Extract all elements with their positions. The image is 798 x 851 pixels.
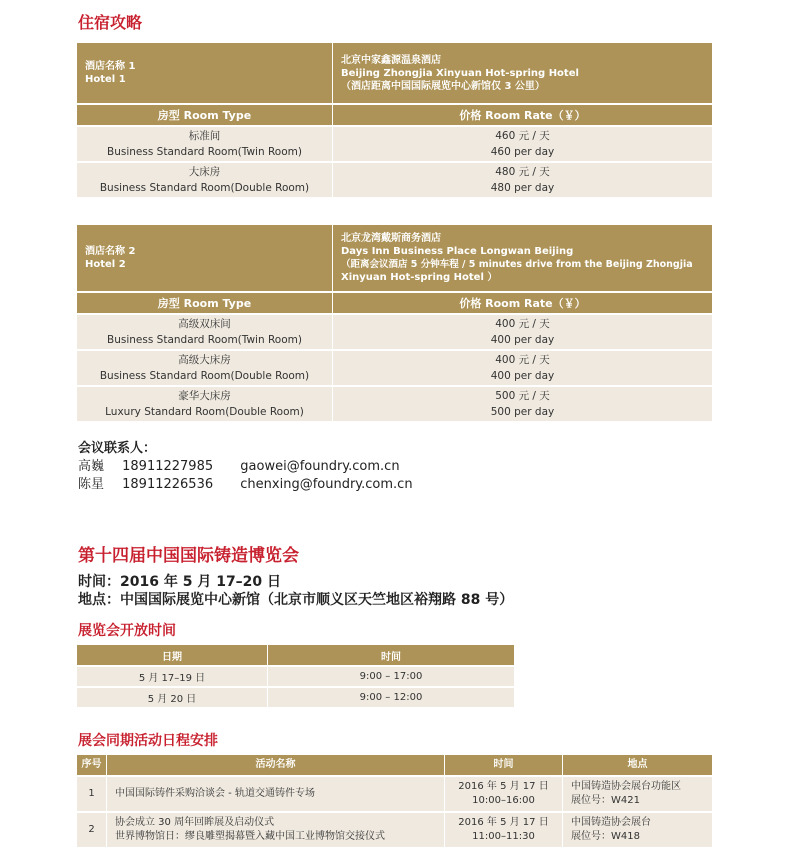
contacts-label: 会议联系人： bbox=[78, 441, 157, 456]
expo-time: 时间：2016 年 5 月 17–20 日 bbox=[78, 574, 282, 590]
hours-row bbox=[77, 688, 514, 709]
room-rate-cn: 460 元 / 天 bbox=[495, 130, 550, 142]
room-type-cn: 豪华大床房 bbox=[178, 390, 231, 402]
schedule-time bbox=[445, 777, 563, 813]
hotel-2-column-headers bbox=[77, 293, 712, 315]
room-type-cell bbox=[77, 387, 333, 423]
room-type-en: Business Standard Room(Double Room) bbox=[99, 182, 310, 194]
schedule-booth: 展位号：W418 bbox=[571, 831, 640, 842]
hotel-2-table bbox=[77, 225, 712, 423]
schedule-row bbox=[77, 813, 712, 849]
room-rate-cell bbox=[333, 315, 712, 351]
schedule-title: 展会同期活动日程安排 bbox=[78, 733, 218, 749]
hotel-1-column-headers bbox=[77, 105, 712, 127]
room-row bbox=[77, 387, 712, 423]
hotel-2-note-cont: Xinyuan Hot-spring Hotel ） bbox=[341, 272, 498, 283]
contact-name: 高巍 bbox=[78, 459, 105, 474]
schedule-no: 1 bbox=[77, 777, 107, 813]
schedule-name-line: 世界博物馆日：缪良雕塑揭幕暨入藏中国工业博物馆交接仪式 bbox=[115, 831, 385, 842]
contact-phone: 18911227985 bbox=[122, 459, 214, 474]
hours-row bbox=[77, 667, 514, 688]
room-rate-cn: 500 元 / 天 bbox=[495, 390, 550, 402]
schedule-name-line: 中国国际铸件采购洽谈会 - 轨道交通铸件专场 bbox=[115, 788, 315, 799]
room-rate-en: 480 per day bbox=[490, 182, 555, 194]
schedule-header-row bbox=[77, 755, 712, 777]
room-rate-cell bbox=[333, 163, 712, 199]
room-rate-en: 460 per day bbox=[490, 146, 555, 158]
schedule-no-header: 序号 bbox=[77, 755, 107, 777]
room-rate-cn: 400 元 / 天 bbox=[495, 318, 550, 330]
room-row bbox=[77, 315, 712, 351]
room-type-en: Business Standard Room(Double Room) bbox=[99, 370, 310, 382]
schedule-booth: 展位号：W421 bbox=[571, 795, 640, 806]
schedule-table bbox=[77, 755, 712, 849]
room-rate-en: 400 per day bbox=[490, 370, 555, 382]
hotel-2-header-row bbox=[77, 225, 712, 293]
room-type-header: 房型 Room Type bbox=[77, 293, 333, 315]
room-row bbox=[77, 351, 712, 387]
schedule-row bbox=[77, 777, 712, 813]
room-type-header: 房型 Room Type bbox=[77, 105, 333, 127]
room-rate-cell bbox=[333, 351, 712, 387]
room-type-en: Business Standard Room(Twin Room) bbox=[107, 334, 302, 346]
hours-time: 9:00 – 17:00 bbox=[268, 667, 514, 688]
hotel-1-label-cell bbox=[77, 43, 333, 105]
hotel-1-label-cn: 酒店名称 1 bbox=[85, 61, 136, 72]
schedule-place bbox=[563, 777, 712, 813]
hours-date-header: 日期 bbox=[77, 645, 268, 667]
contact-name: 陈星 bbox=[78, 477, 105, 492]
room-type-en: Business Standard Room(Twin Room) bbox=[107, 146, 302, 158]
schedule-name bbox=[107, 777, 445, 813]
schedule-time-header: 时间 bbox=[445, 755, 563, 777]
contact-email[interactable]: gaowei@foundry.com.cn bbox=[240, 459, 400, 474]
room-type-cn: 标准间 bbox=[188, 130, 221, 142]
room-rate-cell bbox=[333, 127, 712, 163]
room-rate-en: 400 per day bbox=[490, 334, 555, 346]
room-type-cn: 高级双床间 bbox=[178, 318, 231, 330]
accommodation-title: 住宿攻略 bbox=[78, 13, 143, 32]
opening-hours-table bbox=[77, 645, 514, 709]
schedule-hours: 11:00–11:30 bbox=[472, 831, 535, 842]
hotel-1-name-cell bbox=[333, 43, 712, 105]
room-type-cn: 高级大床房 bbox=[178, 354, 231, 366]
hotel-1-label-en: Hotel 1 bbox=[85, 74, 126, 85]
schedule-name bbox=[107, 813, 445, 849]
expo-title: 第十四届中国国际铸造博览会 bbox=[78, 546, 299, 566]
hotel-2-label-en: Hotel 2 bbox=[85, 259, 126, 270]
contact-row bbox=[78, 458, 413, 476]
room-type-cell bbox=[77, 351, 333, 387]
schedule-name-line: 协会成立 30 周年回眸展及启动仪式 bbox=[115, 817, 275, 828]
schedule-time bbox=[445, 813, 563, 849]
expo-location: 地点：中国国际展览中心新馆（北京市顺义区天竺地区裕翔路 88 号） bbox=[78, 592, 514, 608]
schedule-name-header: 活动名称 bbox=[107, 755, 445, 777]
room-rate-cell bbox=[333, 387, 712, 423]
contact-email[interactable]: chenxing@foundry.com.cn bbox=[240, 477, 413, 492]
room-rate-cn: 400 元 / 天 bbox=[495, 354, 550, 366]
hours-date: 5 月 20 日 bbox=[77, 688, 268, 709]
contact-row bbox=[78, 476, 413, 494]
hours-header-row bbox=[77, 645, 514, 667]
hours-date: 5 月 17–19 日 bbox=[77, 667, 268, 688]
hotel-1-name-cn: 北京中家鑫源温泉酒店 bbox=[341, 54, 441, 66]
schedule-hours: 10:00–16:00 bbox=[472, 795, 535, 806]
schedule-date: 2016 年 5 月 17 日 bbox=[458, 817, 549, 828]
opening-hours-title: 展览会开放时间 bbox=[78, 623, 176, 639]
room-row bbox=[77, 163, 712, 199]
contacts-section bbox=[78, 440, 413, 494]
room-type-cell bbox=[77, 163, 333, 199]
hours-time: 9:00 – 12:00 bbox=[268, 688, 514, 709]
schedule-venue: 中国铸造协会展台功能区 bbox=[571, 781, 681, 792]
hotel-2-name-cell bbox=[333, 225, 712, 293]
hotel-1-header-row bbox=[77, 43, 712, 105]
schedule-place bbox=[563, 813, 712, 849]
schedule-venue: 中国铸造协会展台 bbox=[571, 817, 651, 828]
room-rate-en: 500 per day bbox=[490, 406, 555, 418]
room-rate-cn: 480 元 / 天 bbox=[495, 166, 550, 178]
room-type-cell bbox=[77, 315, 333, 351]
schedule-place-header: 地点 bbox=[563, 755, 712, 777]
hours-time-header: 时间 bbox=[268, 645, 514, 667]
hotel-2-note: （距离会议酒店 5 分钟车程 / 5 minutes drive from the Beijing Zhongjia bbox=[341, 259, 693, 270]
room-type-en: Luxury Standard Room(Double Room) bbox=[105, 406, 304, 418]
hotel-2-label-cell bbox=[77, 225, 333, 293]
room-rate-header: 价格 Room Rate（￥） bbox=[333, 105, 712, 127]
hotel-1-note: （酒店距离中国国际展览中心新馆仅 3 公里） bbox=[341, 80, 545, 92]
room-type-cell bbox=[77, 127, 333, 163]
room-row bbox=[77, 127, 712, 163]
hotel-1-name-en: Beijing Zhongjia Xinyuan Hot-spring Hotel bbox=[341, 67, 579, 79]
schedule-date: 2016 年 5 月 17 日 bbox=[458, 781, 549, 792]
room-rate-header: 价格 Room Rate（￥） bbox=[333, 293, 712, 315]
hotel-2-name-cn: 北京龙湾戴斯商务酒店 bbox=[341, 233, 441, 244]
hotel-2-name-en: Days Inn Business Place Longwan Beijing bbox=[341, 246, 574, 257]
hotel-2-label-cn: 酒店名称 2 bbox=[85, 246, 136, 257]
room-type-cn: 大床房 bbox=[188, 166, 221, 178]
hotel-1-table bbox=[77, 43, 712, 199]
contact-phone: 18911226536 bbox=[122, 477, 214, 492]
schedule-no: 2 bbox=[77, 813, 107, 849]
